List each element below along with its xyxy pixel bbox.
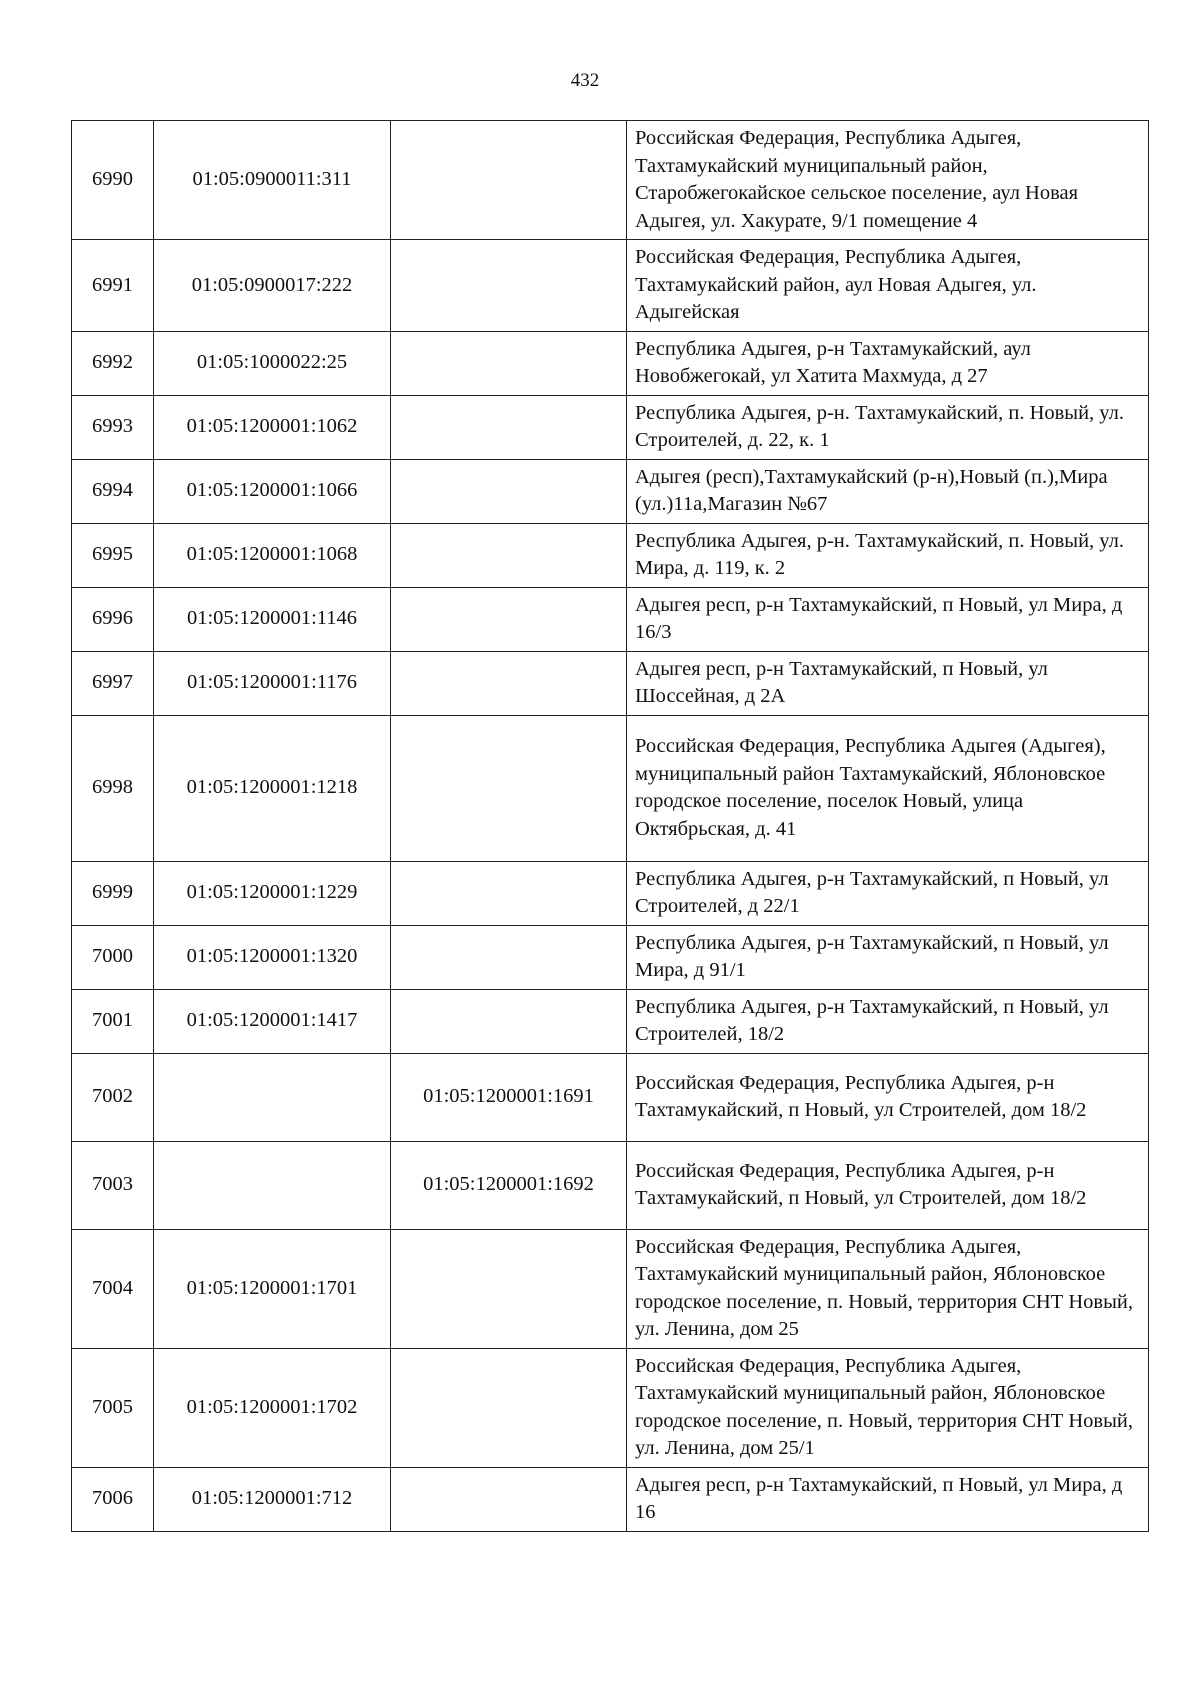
building-cadastral-number — [391, 523, 627, 587]
row-number: 6995 — [72, 523, 154, 587]
building-cadastral-number — [391, 587, 627, 651]
cadastral-number: 01:05:1200001:1176 — [154, 651, 391, 715]
table-row — [72, 925, 1149, 989]
address: Республика Адыгея, р-н Тахтамукайский, п Новый, ул Строителей, д 22/1 — [627, 861, 1149, 925]
cadastral-number: 01:05:1200001:1066 — [154, 459, 391, 523]
table-row — [72, 587, 1149, 651]
row-number: 6992 — [72, 331, 154, 395]
row-number: 6990 — [72, 121, 154, 240]
building-cadastral-number: 01:05:1200001:1691 — [391, 1053, 627, 1141]
row-number: 6991 — [72, 240, 154, 332]
address: Республика Адыгея, р-н. Тахтамукайский, п. Новый, ул. Мира, д. 119, к. 2 — [627, 523, 1149, 587]
cadastral-number: 01:05:1200001:1146 — [154, 587, 391, 651]
address: Российская Федерация, Республика Адыгея, Тахтамукайский муниципальный район, Яблоновское городское поселение, п. Новый, территория СНТ Новый, ул. Ленина, дом 25/1 — [627, 1348, 1149, 1467]
building-cadastral-number — [391, 715, 627, 861]
cadastral-number: 01:05:1200001:712 — [154, 1467, 391, 1531]
table-row — [72, 861, 1149, 925]
row-number: 6999 — [72, 861, 154, 925]
table-row — [72, 523, 1149, 587]
row-number: 6996 — [72, 587, 154, 651]
table-row — [72, 1141, 1149, 1229]
address: Адыгея респ, р-н Тахтамукайский, п Новый, ул Шоссейная, д 2А — [627, 651, 1149, 715]
building-cadastral-number — [391, 651, 627, 715]
cadastral-number: 01:05:1000022:25 — [154, 331, 391, 395]
row-number: 7001 — [72, 989, 154, 1053]
address: Российская Федерация, Республика Адыгея, Тахтамукайский район, аул Новая Адыгея, ул. Адыгейская — [627, 240, 1149, 332]
table-row — [72, 1467, 1149, 1531]
registry-table — [71, 120, 1149, 1532]
table-row — [72, 121, 1149, 240]
building-cadastral-number — [391, 1229, 627, 1348]
address: Республика Адыгея, р-н Тахтамукайский, п Новый, ул Строителей, 18/2 — [627, 989, 1149, 1053]
row-number: 7000 — [72, 925, 154, 989]
address: Российская Федерация, Республика Адыгея, Тахтамукайский муниципальный район, Старобжегокайское сельское поселение, аул Новая Адыгея, ул. Хакурате, 9/1 помещение 4 — [627, 121, 1149, 240]
row-number: 7006 — [72, 1467, 154, 1531]
building-cadastral-number — [391, 989, 627, 1053]
cadastral-number: 01:05:0900017:222 — [154, 240, 391, 332]
building-cadastral-number — [391, 459, 627, 523]
building-cadastral-number — [391, 1348, 627, 1467]
table-row — [72, 395, 1149, 459]
cadastral-number: 01:05:1200001:1062 — [154, 395, 391, 459]
address: Российская Федерация, Республика Адыгея (Адыгея), муниципальный район Тахтамукайский, Яблоновское городское поселение, поселок Новый, улица Октябрьская, д. 41 — [627, 715, 1149, 861]
address: Республика Адыгея, р-н Тахтамукайский, аул Новобжегокай, ул Хатита Махмуда, д 27 — [627, 331, 1149, 395]
cadastral-number: 01:05:1200001:1320 — [154, 925, 391, 989]
address: Адыгея респ, р-н Тахтамукайский, п Новый, ул Мира, д 16/3 — [627, 587, 1149, 651]
table-row — [72, 1053, 1149, 1141]
page-number: 432 — [570, 70, 600, 91]
building-cadastral-number — [391, 395, 627, 459]
cadastral-number: 01:05:1200001:1068 — [154, 523, 391, 587]
table-row — [72, 1348, 1149, 1467]
address: Российская Федерация, Республика Адыгея, р-н Тахтамукайский, п Новый, ул Строителей, дом 18/2 — [627, 1053, 1149, 1141]
address: Адыгея (респ),Тахтамукайский (р-н),Новый (п.),Мира (ул.)11а,Магазин №67 — [627, 459, 1149, 523]
row-number: 7005 — [72, 1348, 154, 1467]
table-row — [72, 989, 1149, 1053]
table-row — [72, 651, 1149, 715]
cadastral-number — [154, 1141, 391, 1229]
registry-table-body — [72, 121, 1149, 1532]
cadastral-number: 01:05:1200001:1702 — [154, 1348, 391, 1467]
cadastral-number: 01:05:1200001:1701 — [154, 1229, 391, 1348]
building-cadastral-number — [391, 240, 627, 332]
cadastral-number: 01:05:1200001:1229 — [154, 861, 391, 925]
cadastral-number — [154, 1053, 391, 1141]
table-row — [72, 331, 1149, 395]
address: Российская Федерация, Республика Адыгея, р-н Тахтамукайский, п Новый, ул Строителей, дом 18/2 — [627, 1141, 1149, 1229]
cadastral-number: 01:05:1200001:1417 — [154, 989, 391, 1053]
address: Адыгея респ, р-н Тахтамукайский, п Новый, ул Мира, д 16 — [627, 1467, 1149, 1531]
table-row — [72, 1229, 1149, 1348]
table-row — [72, 715, 1149, 861]
row-number: 7002 — [72, 1053, 154, 1141]
building-cadastral-number — [391, 861, 627, 925]
cadastral-number: 01:05:1200001:1218 — [154, 715, 391, 861]
row-number: 6993 — [72, 395, 154, 459]
row-number: 7004 — [72, 1229, 154, 1348]
table-row — [72, 240, 1149, 332]
building-cadastral-number — [391, 121, 627, 240]
building-cadastral-number: 01:05:1200001:1692 — [391, 1141, 627, 1229]
address: Республика Адыгея, р-н. Тахтамукайский, п. Новый, ул. Строителей, д. 22, к. 1 — [627, 395, 1149, 459]
building-cadastral-number — [391, 331, 627, 395]
cadastral-number: 01:05:0900011:311 — [154, 121, 391, 240]
row-number: 6994 — [72, 459, 154, 523]
address: Российская Федерация, Республика Адыгея, Тахтамукайский муниципальный район, Яблоновское городское поселение, п. Новый, территория СНТ Новый, ул. Ленина, дом 25 — [627, 1229, 1149, 1348]
row-number: 7003 — [72, 1141, 154, 1229]
table-row — [72, 459, 1149, 523]
row-number: 6998 — [72, 715, 154, 861]
building-cadastral-number — [391, 1467, 627, 1531]
address: Республика Адыгея, р-н Тахтамукайский, п Новый, ул Мира, д 91/1 — [627, 925, 1149, 989]
building-cadastral-number — [391, 925, 627, 989]
row-number: 6997 — [72, 651, 154, 715]
